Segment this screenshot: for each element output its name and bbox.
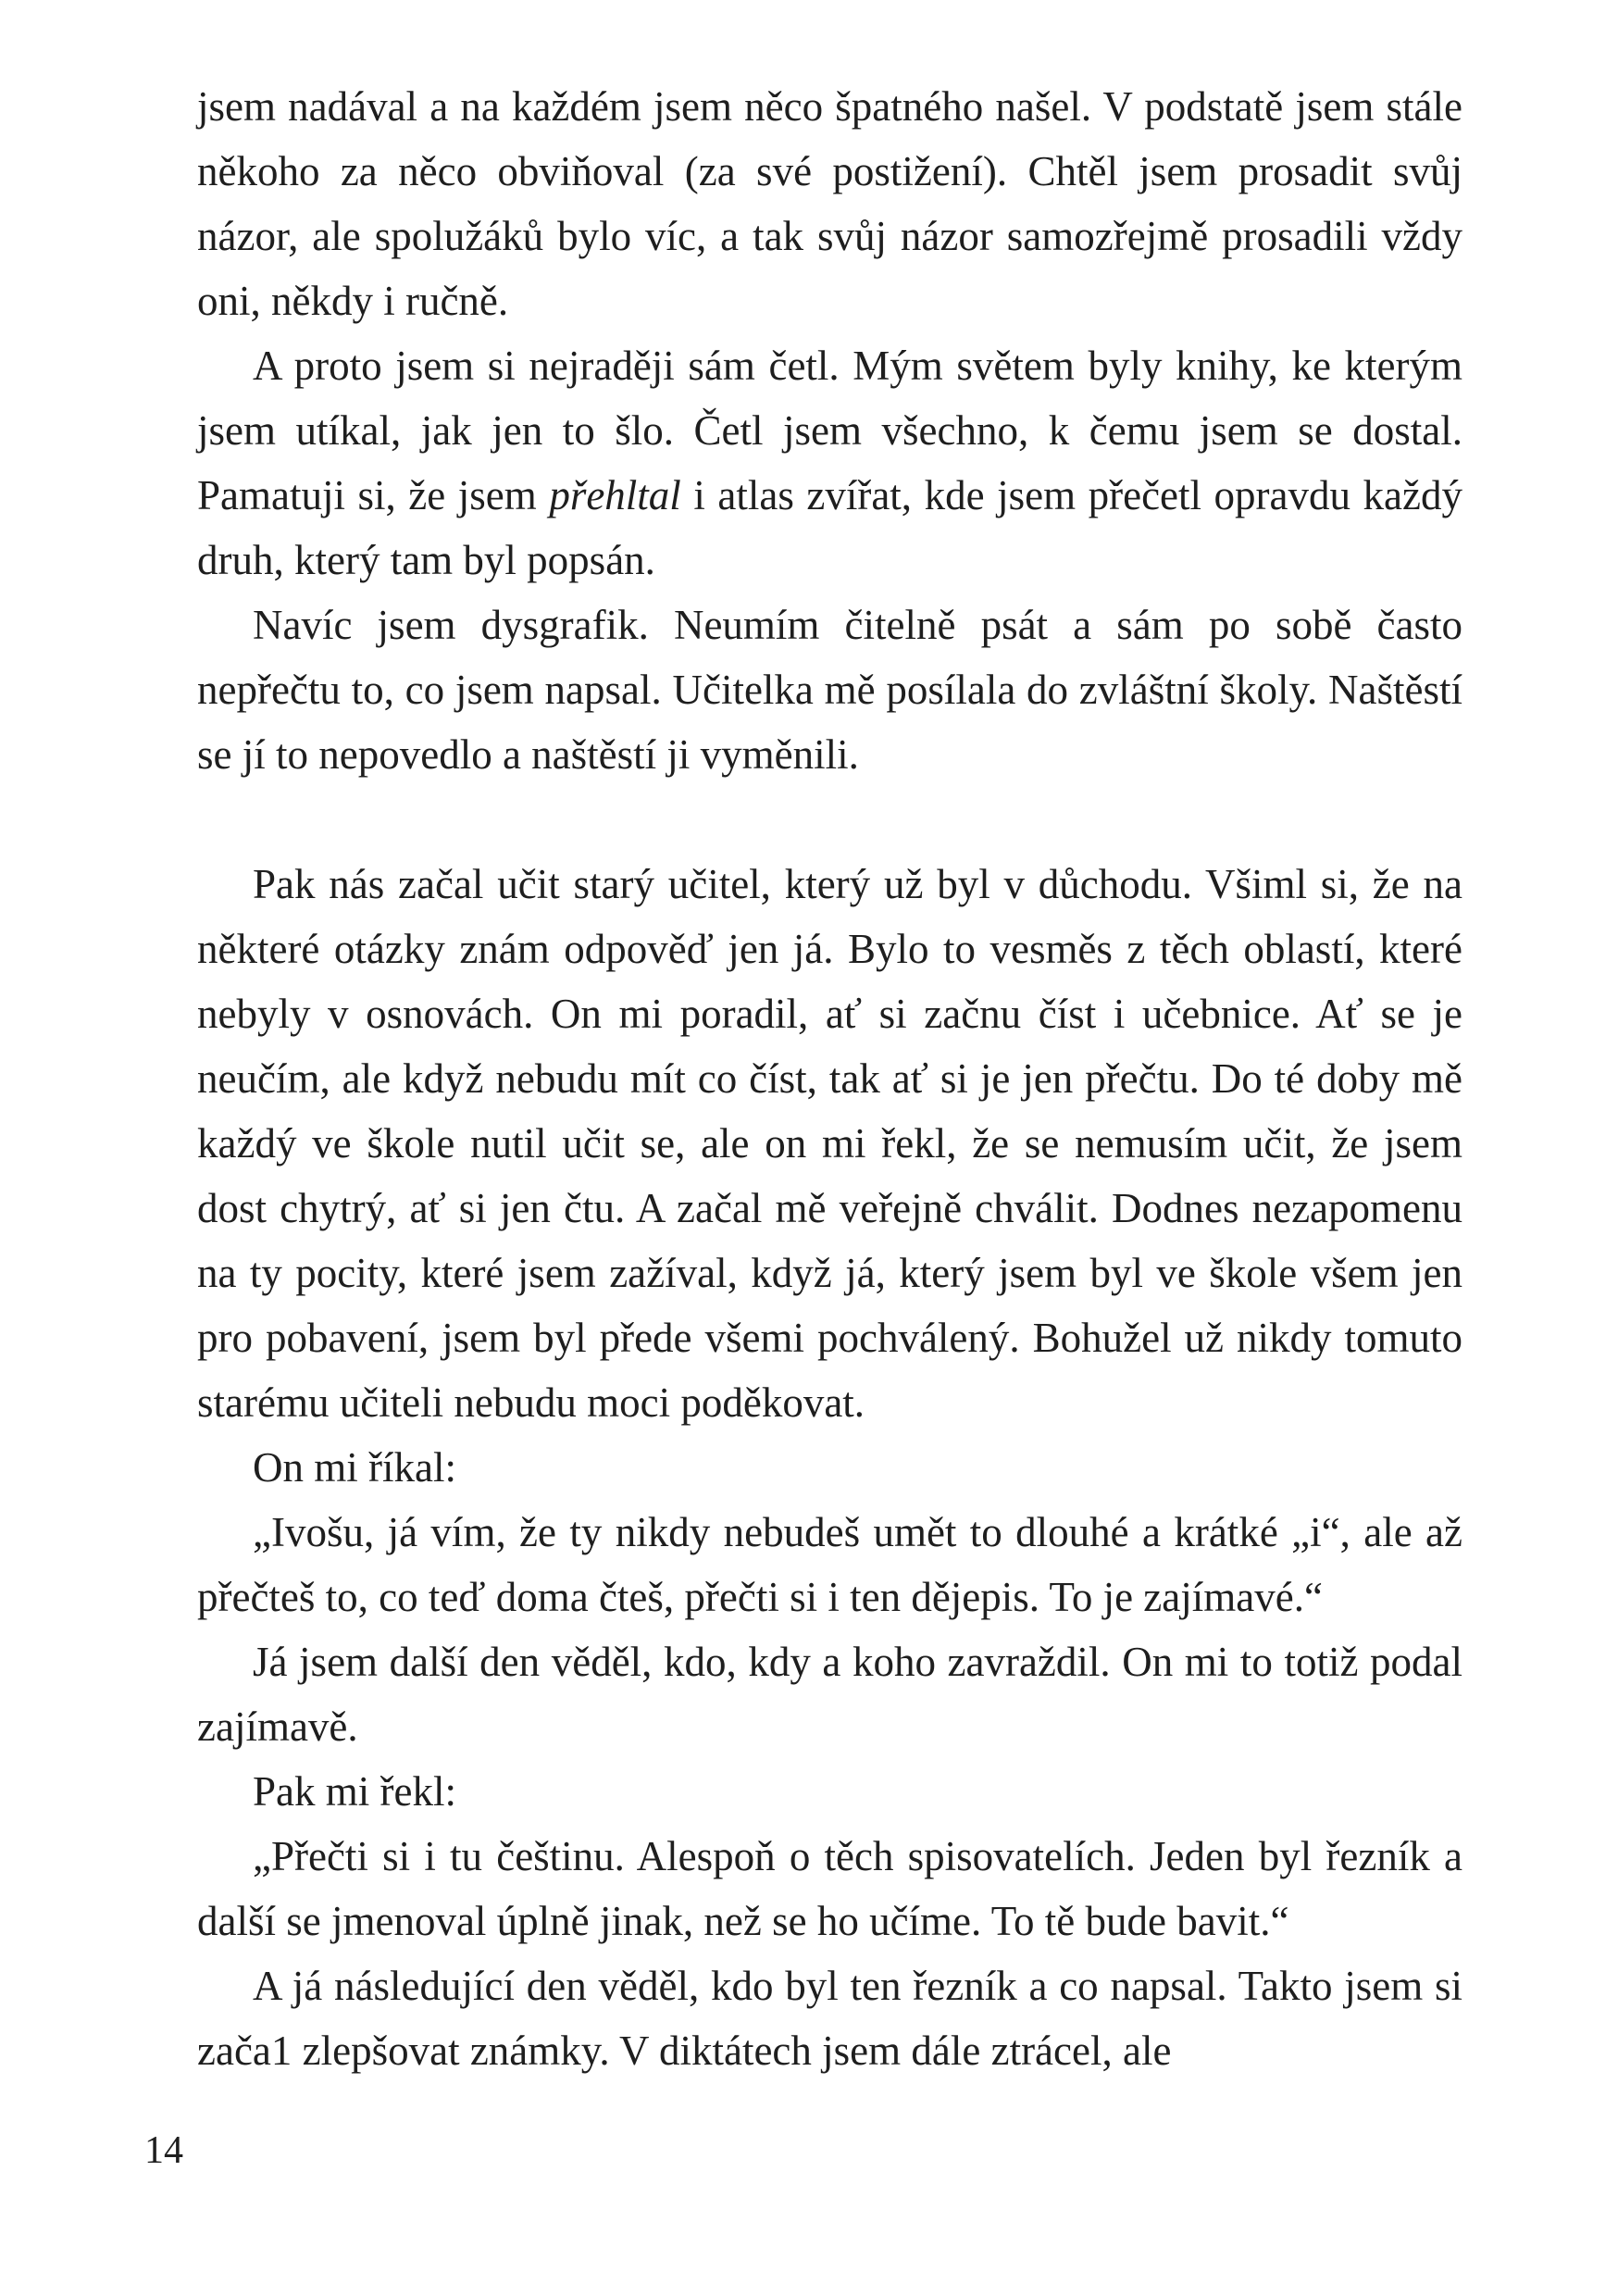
paragraph-continued: jsem nadával a na každém jsem něco špatného našel. V podstatě jsem stále někoho za něco obviňoval (za své postižení). Chtěl jsem prosadit svůj názor, ale spolužáků bylo víc, a tak svůj názor samozřejmě prosadili vždy oni, někdy i ručně. xyxy=(197,83,1462,324)
paragraph-old-teacher: Pak nás začal učit starý učitel, který už byl v důchodu. Všiml si, že na některé otázky znám odpověď jen já. Bylo to vesměs z těch oblastí, které nebyly v osnovách. On mi poradil, ať si začnu číst i učebnice. Ať se je neučím, ale když nebudu mít co číst, tak ať si je jen přečtu. Do té doby mě každý ve škole nutil učit se, ale on mi řekl, že se nemusím učit, že jsem dost chytrý, ať si jen čtu. A začal mě veřejně chválit. Dodnes nezapomenu na ty pocity, které jsem zažíval, když já, který jsem byl ve škole všem jen pro pobavení, jsem byl přede všemi pochválený. Bohužel už nikdy tomuto starému učiteli nebudu moci poděkovat. xyxy=(197,861,1462,1426)
paragraph-he-said: On mi říkal: xyxy=(253,1444,456,1491)
paragraph-quote-czech: „Přečti si i tu češtinu. Alespoň o těch spisovatelích. Jeden byl řezník a další se jmenoval úplně jinak, než se ho učíme. To tě bude bavit.“ xyxy=(197,1833,1462,1944)
paragraph-next-day: Já jsem další den věděl, kdo, kdy a koho zavraždil. On mi to totiž podal zajímavě. xyxy=(197,1639,1462,1750)
paragraph-quote-history: „Ivošu, já vím, že ty nikdy nebudeš umět to dlouhé a krátké „i“, ale až přečteš to, co teď doma čteš, přečti si i ten dějepis. To je zajímavé.“ xyxy=(197,1509,1462,1620)
text-section-first xyxy=(197,74,1462,787)
paragraph-then-said: Pak mi řekl: xyxy=(253,1768,456,1815)
paragraph-dysgraphia: Navíc jsem dysgrafik. Neumím čitelně psát a sám po sobě často nepřečtu to, co jsem napsal. Učitelka mě posílala do zvláštní školy. Naštěstí se jí to nepovedlo a naštěstí ji vyměnili. xyxy=(197,602,1462,778)
text-section-second xyxy=(197,852,1462,2083)
paragraph-reading xyxy=(197,333,1462,593)
paragraph-reading-text-end: i atlas zvířat, kde jsem přečetl opravdu každý druh, který tam byl popsán. xyxy=(197,472,1462,583)
paragraph-butcher: A já následující den věděl, kdo byl ten řezník a co napsal. Takto jsem si zača1 zlepšovat známky. V diktátech jsem dále ztrácel, ale xyxy=(197,1963,1462,2074)
italic-word: přehltal xyxy=(549,472,681,518)
page-number: 14 xyxy=(144,2129,183,2172)
paragraph-reading-text-start: A proto jsem si nejraději sám četl. Mým světem byly knihy, ke kterým jsem utíkal, jak jen to šlo. Četl jsem všechno, k čemu jsem se dostal. Pamatuji si, že jsem xyxy=(197,343,1462,518)
